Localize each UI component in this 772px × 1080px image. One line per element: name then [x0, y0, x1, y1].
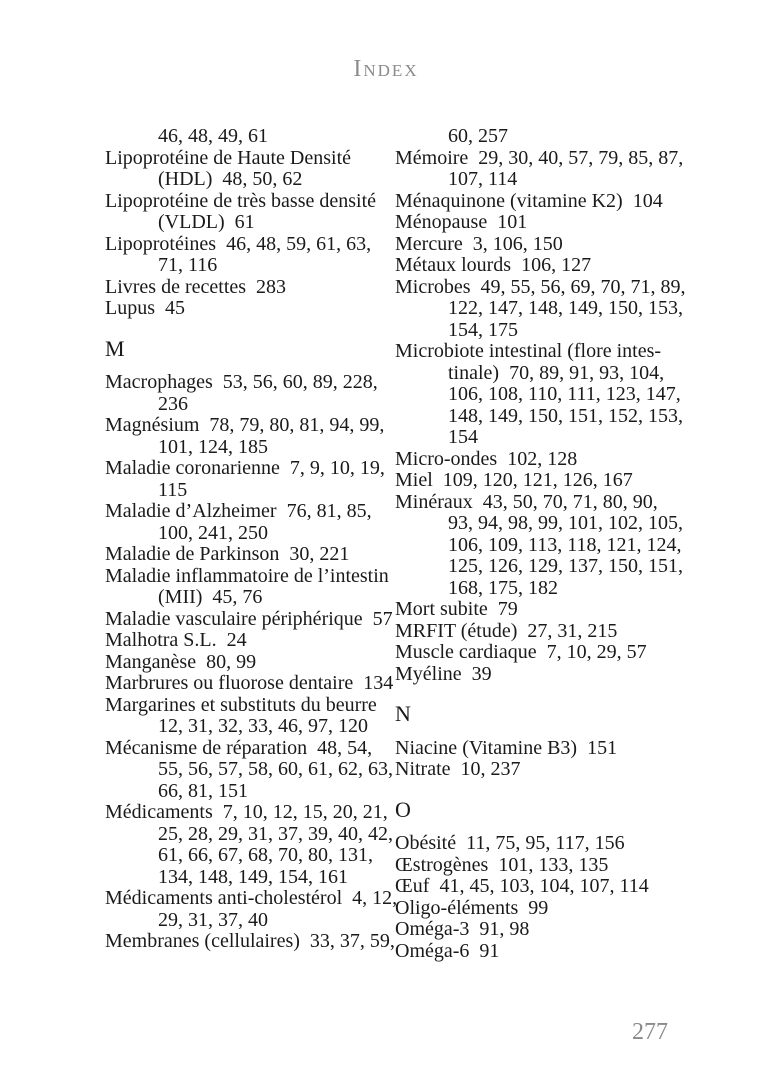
index-line: Lupus 45 — [105, 297, 185, 319]
index-line: 107, 114 — [448, 168, 518, 190]
index-line: 154, 175 — [448, 318, 518, 341]
index-line: 134, 148, 149, 154, 161 — [158, 865, 348, 888]
index-line: 46, 48, 49, 61 — [158, 125, 268, 147]
index-line: MRFIT (étude) 27, 31, 215 — [395, 619, 618, 642]
index-line: Maladie inflammatoire de l’intestin — [105, 564, 389, 587]
index-line: 115 — [158, 478, 188, 501]
index-line: Maladie vasculaire périphérique 57 — [105, 607, 393, 630]
index-line: 29, 31, 37, 40 — [158, 908, 268, 931]
index-line: 154 — [448, 426, 478, 448]
index-line: Nitrate 10, 237 — [395, 758, 521, 780]
index-left-column — [105, 126, 397, 953]
index-line: Obésité 11, 75, 95, 117, 156 — [395, 832, 625, 854]
index-line: Médicaments 7, 10, 12, 15, 20, 21, — [105, 801, 388, 823]
index-line: 236 — [158, 392, 188, 415]
index-line: 25, 28, 29, 31, 37, 39, 40, 42, — [158, 822, 393, 845]
index-line: Marbrures ou fluorose dentaire 134 — [105, 672, 394, 694]
index-line: Muscle cardiaque 7, 10, 29, 57 — [395, 641, 647, 663]
index-line: Malhotra S.L. 24 — [105, 629, 247, 651]
index-line: Lipoprotéine de Haute Densité — [105, 146, 352, 169]
index-line: Manganèse 80, 99 — [105, 650, 257, 673]
index-line: Oméga-6 91 — [395, 939, 500, 962]
index-line: Mécanisme de réparation 48, 54, — [105, 736, 373, 759]
index-right-column — [395, 126, 707, 962]
index-line: Maladie coronarienne 7, 9, 10, 19, — [105, 457, 385, 479]
index-line: Microbiote intestinal (flore intes- — [395, 340, 662, 362]
index-line: 12, 31, 32, 33, 46, 97, 120 — [158, 715, 368, 737]
index-line: (MII) 45, 76 — [158, 586, 263, 608]
index-line: 125, 126, 129, 137, 150, 151, — [448, 555, 683, 577]
index-line: Œstrogènes 101, 133, 135 — [395, 853, 609, 876]
index-line: 100, 241, 250 — [158, 521, 268, 544]
section-heading: N — [395, 701, 411, 726]
index-line: 122, 147, 148, 149, 150, 153, — [448, 297, 683, 319]
index-line: Mémoire 29, 30, 40, 57, 79, 85, 87, — [395, 146, 684, 169]
index-line: 93, 94, 98, 99, 101, 102, 105, — [448, 512, 683, 534]
index-line: Ménopause 101 — [395, 211, 528, 233]
index-line: Minéraux 43, 50, 70, 71, 80, 90, — [395, 490, 658, 513]
index-line: Micro-ondes 102, 128 — [395, 447, 578, 470]
index-line: 61, 66, 67, 68, 70, 80, 131, — [158, 844, 373, 866]
index-line: 55, 56, 57, 58, 60, 61, 62, 63, — [158, 758, 393, 780]
index-line: Oméga-3 91, 98 — [395, 918, 530, 940]
index-line: Margarines et substituts du beurre — [105, 693, 377, 716]
index-line: Ménaquinone (vitamine K2) 104 — [395, 189, 663, 212]
index-line: Microbes 49, 55, 56, 69, 70, 71, 89, — [395, 275, 686, 298]
index-line: Myéline 39 — [395, 662, 492, 685]
section-heading: O — [395, 796, 411, 822]
index-line: Œuf 41, 45, 103, 104, 107, 114 — [395, 875, 649, 897]
index-line: Maladie de Parkinson 30, 221 — [105, 543, 350, 565]
index-line: Membranes (cellulaires) 33, 37, 59, — [105, 930, 395, 952]
index-line: 168, 175, 182 — [448, 576, 558, 599]
index-line: Macrophages 53, 56, 60, 89, 228, — [105, 371, 378, 393]
index-line: Lipoprotéines 46, 48, 59, 61, 63, — [105, 232, 372, 255]
index-line: Médicaments anti-cholestérol 4, 12, — [105, 887, 398, 909]
index-line: 101, 124, 185 — [158, 435, 268, 458]
index-line: 60, 257 — [448, 125, 508, 147]
index-line: Lipoprotéine de très basse densité — [105, 189, 377, 212]
index-line: 106, 109, 113, 118, 121, 124, — [448, 533, 682, 556]
index-line: Métaux lourds 106, 127 — [395, 254, 592, 276]
index-line: (HDL) 48, 50, 62 — [158, 168, 303, 190]
index-line: Magnésium 78, 79, 80, 81, 94, 99, — [105, 414, 385, 436]
index-line: 71, 116 — [158, 254, 218, 276]
index-line: Mort subite 79 — [395, 598, 518, 620]
index-line: Mercure 3, 106, 150 — [395, 232, 563, 255]
index-line: Maladie d’Alzheimer 76, 81, 85, — [105, 500, 372, 522]
index-line: Oligo-éléments 99 — [395, 896, 549, 919]
page-title: Index — [353, 56, 419, 82]
index-line: Livres de recettes 283 — [105, 275, 287, 298]
index-line: Niacine (Vitamine B3) 151 — [395, 736, 618, 759]
section-heading: M — [105, 335, 125, 361]
index-line: (VLDL) 61 — [158, 211, 255, 233]
index-line: tinale) 70, 89, 91, 93, 104, — [448, 361, 665, 384]
index-line: 106, 108, 110, 111, 123, 147, — [448, 383, 681, 405]
index-line: Miel 109, 120, 121, 126, 167 — [395, 469, 633, 491]
index-line: 148, 149, 150, 151, 152, 153, — [448, 404, 683, 427]
page-number: 277 — [632, 1019, 668, 1045]
index-line: 66, 81, 151 — [158, 779, 248, 802]
